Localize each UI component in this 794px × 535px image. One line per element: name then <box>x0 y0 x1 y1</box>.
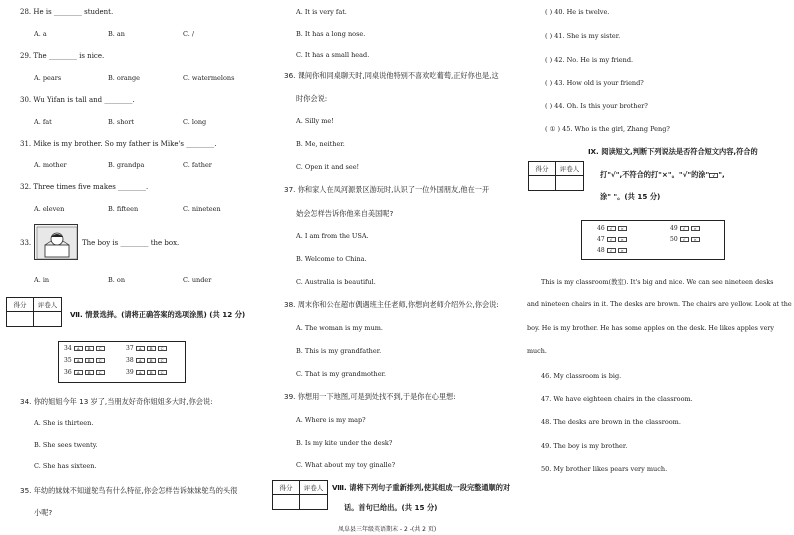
section-9-tail: ", <box>718 170 725 179</box>
q32-stem: 32. Three times five makes ________. <box>20 183 149 191</box>
section-9-title: Ⅸ. 阅读短文,判断下列说法是否符合短文内容,符合的 <box>588 147 758 156</box>
q37-option-b[interactable]: B. Welcome to China. <box>296 255 367 263</box>
q38-option-b[interactable]: B. This is my grandfather. <box>296 347 382 355</box>
row-number: 36 <box>64 369 72 376</box>
q33-number: 33. <box>20 239 32 247</box>
q28-option-b[interactable]: B. an <box>108 30 125 38</box>
row-number: 35 <box>64 357 72 364</box>
statement-46: 46. My classroom is big. <box>541 372 622 380</box>
q32-option-b[interactable]: B. fifteen <box>108 205 139 213</box>
q31-option-a[interactable]: A. mother <box>34 161 67 169</box>
q36-option-c[interactable]: C. Open it and see! <box>296 163 360 171</box>
section-9-title-end: 涂" "。(共 15 分) <box>600 192 661 201</box>
q39-stem: 39. 你想用一下地图,可是到处找不到,于是你在心里想: <box>284 392 456 401</box>
q35-option-b[interactable]: B. It has a long nose. <box>296 30 366 38</box>
score-label: 得分 <box>273 481 300 495</box>
grader-label: 评卷人 <box>556 162 583 176</box>
row-number: 39 <box>126 369 134 376</box>
q39-option-b[interactable]: B. Is my kite under the desk? <box>296 439 393 447</box>
passage-line-1: This is my classroom(教室). It's big and nice. We can see nineteen desks <box>541 278 774 286</box>
q37-stem-continued: 始会怎样告诉你他来自美国呢? <box>296 209 394 218</box>
section-8-title: Ⅷ. 请将下列句子重新排列,使其组成一段完整通顺的对 <box>332 483 511 492</box>
q36-option-a[interactable]: A. Silly me! <box>296 117 334 125</box>
answer-row-47[interactable]: 47 √ × <box>597 236 627 243</box>
answer-row-49[interactable]: 49 √ × <box>670 225 700 232</box>
boy-box-illustration <box>35 225 79 261</box>
answer-blank[interactable]: ( ① ) <box>545 125 561 133</box>
passage-line-4: much. <box>527 347 547 355</box>
row-number: 46 <box>597 225 605 232</box>
q33-option-a[interactable]: A. in <box>34 276 50 284</box>
answer-blank[interactable]: ( ) <box>545 79 553 87</box>
q35-stem: 35. 年幼的妹妹不知道鸵鸟有什么特征,你会怎样告诉妹妹鸵鸟的头很 <box>20 486 238 495</box>
q28-option-c[interactable]: C. / <box>183 30 195 38</box>
answer-blank[interactable]: ( ) <box>545 8 553 16</box>
q31-stem: 31. Mike is my brother. So my father is Mike's ________. <box>20 140 217 148</box>
q30-option-b[interactable]: B. short <box>108 118 135 126</box>
q31-option-c[interactable]: C. father <box>183 161 212 169</box>
dialog-item-43[interactable] <box>545 79 644 87</box>
statement-50: 50. My brother likes pears very much. <box>541 465 668 473</box>
q35-option-c[interactable]: C. It has a small head. <box>296 51 370 59</box>
dialog-item-42[interactable] <box>545 56 633 64</box>
score-label: 得分 <box>7 298 34 312</box>
q31-option-b[interactable]: B. grandpa <box>108 161 145 169</box>
q38-option-a[interactable]: A. The woman is my mum. <box>296 324 383 332</box>
statement-47: 47. We have eighteen chairs in the classroom. <box>541 395 693 403</box>
q28-stem: 28. He is ________ student. <box>20 8 114 16</box>
statement-49: 49. The boy is my brother. <box>541 442 628 450</box>
q34-stem: 34. 你的姐姐今年 13 岁了,当朋友好奇你姐姐多大时,你会说: <box>20 397 213 406</box>
answer-row-35[interactable]: 35 A B C <box>64 357 105 364</box>
q36-option-b[interactable]: B. Me, neither. <box>296 140 345 148</box>
statement-48: 48. The desks are brown in the classroom. <box>541 418 681 426</box>
answer-row-50[interactable]: 50 √ × <box>670 236 700 243</box>
dialog-text: 43. How old is your friend? <box>554 79 644 87</box>
dialog-item-41[interactable] <box>545 32 620 40</box>
q33-option-c[interactable]: C. under <box>183 276 212 284</box>
q32-option-a[interactable]: A. eleven <box>34 205 65 213</box>
row-number: 48 <box>597 247 605 254</box>
section-7-title: Ⅶ. 情景选择。(请将正确答案的选项涂黑) (共 12 分) <box>70 310 246 319</box>
answer-row-36[interactable]: 36 A B C <box>64 369 105 376</box>
boy-box-picture <box>34 224 78 260</box>
grader-label: 评卷人 <box>300 481 327 495</box>
q30-stem: 30. Wu Yifan is tall and ________. <box>20 96 135 104</box>
q38-stem: 38. 周末你和公在超市偶遇班主任老师,你想向老师介绍外公,你会说: <box>284 300 499 309</box>
answer-row-48[interactable]: 48 √ × <box>597 247 627 254</box>
row-number: 34 <box>64 345 72 352</box>
page-footer: 凤阜县三年级英语期末 - 2 -(共 2 页) <box>338 526 437 533</box>
dialog-text: 41. She is my sister. <box>554 32 621 40</box>
q39-option-a[interactable]: A. Where is my map? <box>296 416 366 424</box>
score-cell[interactable] <box>529 176 556 190</box>
q37-stem: 37. 你和家人在凤河源景区游玩时,认识了一位外国朋友,他在一开 <box>284 185 490 194</box>
q32-option-c[interactable]: C. nineteen <box>183 205 221 213</box>
grader-cell[interactable] <box>300 495 327 509</box>
q29-option-b[interactable]: B. orange <box>108 74 140 82</box>
answer-row-34[interactable]: 34 A B C <box>64 345 105 352</box>
grader-label: 评卷人 <box>34 298 61 312</box>
score-box-9 <box>528 161 584 191</box>
q38-option-c[interactable]: C. That is my grandmother. <box>296 370 387 378</box>
q35-option-a[interactable]: A. It is very fat. <box>296 8 347 16</box>
answer-blank[interactable]: ( ) <box>545 102 553 110</box>
q36-stem-continued: 时你会说: <box>296 94 328 103</box>
dialog-item-40[interactable] <box>545 8 609 16</box>
q39-option-c[interactable]: C. What about my toy ginalle? <box>296 461 396 469</box>
answer-row-46[interactable]: 46 √ × <box>597 225 627 232</box>
q34-option-c[interactable]: C. She has sixteen. <box>34 462 97 470</box>
score-box-8 <box>272 480 328 510</box>
row-number: 50 <box>670 236 678 243</box>
dialog-item-45[interactable] <box>545 125 670 133</box>
answer-row-39[interactable]: 39 A B C <box>126 369 167 376</box>
answer-row-37[interactable]: 37 A B C <box>126 345 167 352</box>
answer-blank[interactable]: ( ) <box>545 32 553 40</box>
row-number: 47 <box>597 236 605 243</box>
answer-blank[interactable]: ( ) <box>545 56 553 64</box>
row-number: 49 <box>670 225 678 232</box>
q33-stem: The boy is ________ the box. <box>82 239 180 247</box>
dialog-text: 42. No. He is my friend. <box>554 56 634 64</box>
q29-option-c[interactable]: C. watermelons <box>183 74 235 82</box>
score-box-7 <box>6 297 62 327</box>
q30-option-c[interactable]: C. long <box>183 118 207 126</box>
q29-stem: 29. The ________ is nice. <box>20 52 105 60</box>
answer-row-38[interactable]: 38 A B C <box>126 357 167 364</box>
dialog-text: 44. Oh. Is this your brother? <box>554 102 648 110</box>
section-9-title-continued <box>600 170 725 180</box>
q29-option-a[interactable]: A. pears <box>34 74 62 82</box>
score-label: 得分 <box>529 162 556 176</box>
section-9-instruction: 打"√",不符合的打"×"。"√"的涂" <box>600 170 710 179</box>
q28-option-a[interactable]: A. a <box>34 30 47 38</box>
dialog-text: 40. He is twelve. <box>554 8 610 16</box>
q34-option-a[interactable]: A. She is thirteen. <box>34 419 94 427</box>
q35-stem-continued: 小呢? <box>34 508 53 517</box>
q37-option-a[interactable]: A. I am from the USA. <box>296 232 369 240</box>
q33-option-b[interactable]: B. on <box>108 276 126 284</box>
q30-option-a[interactable]: A. fat <box>34 118 52 126</box>
check-bubble-icon: √ <box>709 173 718 178</box>
q36-stem: 36. 课间你和同桌聊天时,同桌说他特别不喜欢吃葡萄,正好你也是,这 <box>284 71 499 80</box>
q34-option-b[interactable]: B. She sees twenty. <box>34 441 98 449</box>
passage-line-3: boy. He is my brother. He has some apples on the desk. He likes apples very <box>527 324 775 332</box>
grader-cell[interactable] <box>556 176 583 190</box>
row-number: 38 <box>126 357 134 364</box>
q37-option-c[interactable]: C. Australia is beautiful. <box>296 278 376 286</box>
passage-line-2: and nineteen chairs in it. The desks are brown. The chairs are yellow. Look at the <box>527 300 792 308</box>
score-cell[interactable] <box>273 495 300 509</box>
section-8-title-continued: 话。首句已给出。(共 15 分) <box>344 503 438 512</box>
dialog-text: 45. Who is the girl, Zhang Peng? <box>562 125 670 133</box>
grader-cell[interactable] <box>34 312 61 326</box>
row-number: 37 <box>126 345 134 352</box>
score-cell[interactable] <box>7 312 34 326</box>
dialog-item-44[interactable] <box>545 102 648 110</box>
